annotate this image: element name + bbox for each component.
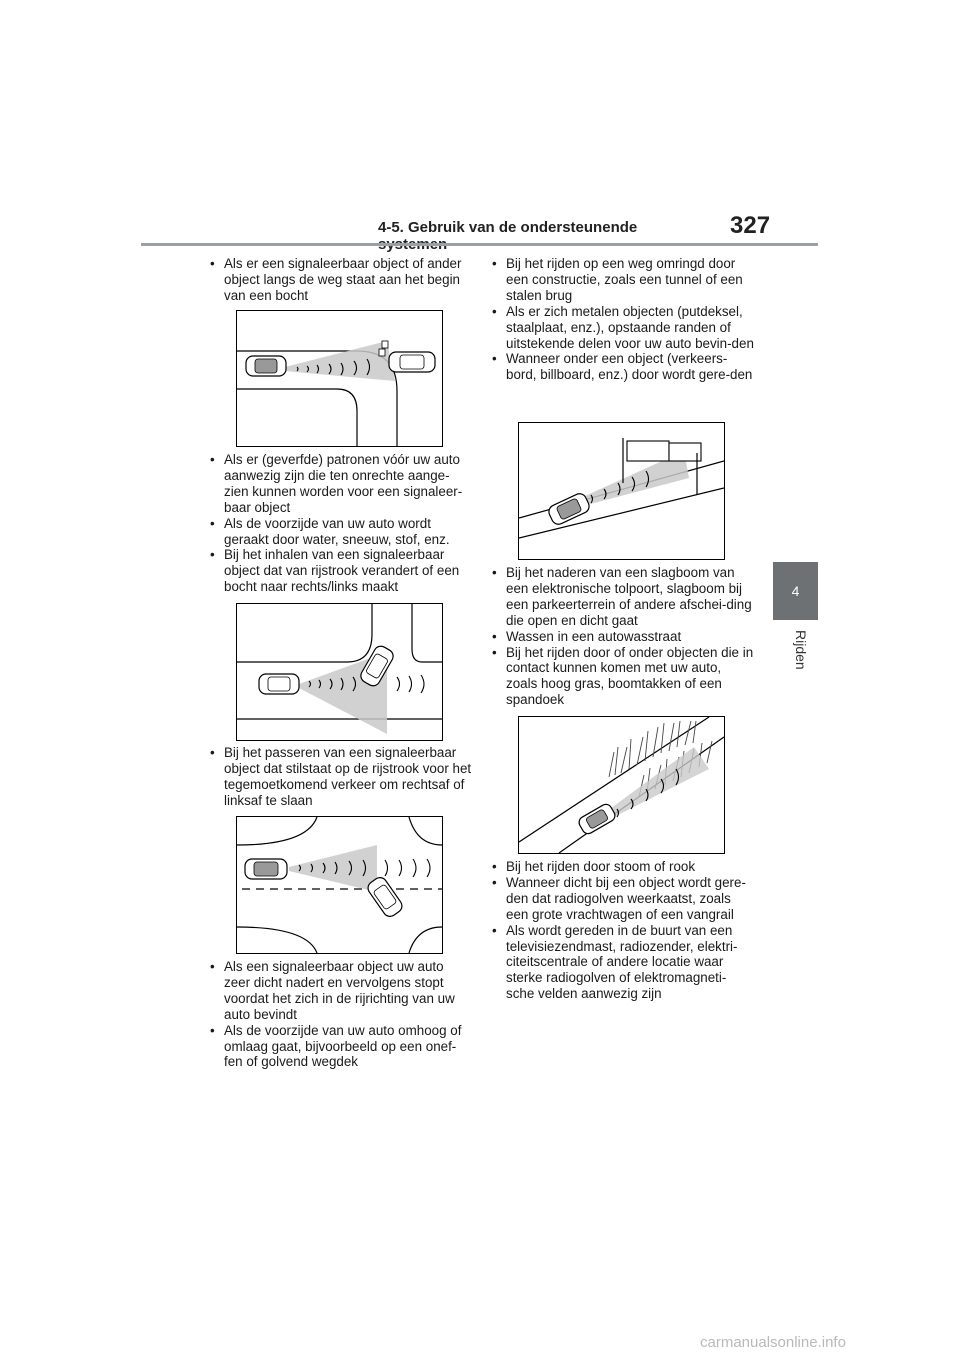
list-item: • Wanneer onder een object (verkeers-bord, billboard, enz.) door wordt gere-den bbox=[492, 351, 754, 383]
list-item: • Bij het inhalen van een signaleerbaar object dat van rijstrook verandert of een bocht naar rechts/links maakt bbox=[210, 547, 472, 595]
section-title: 4-5. Gebruik van de ondersteunende bbox=[378, 219, 638, 236]
illustration-tall-grass bbox=[518, 716, 725, 854]
right-list-1 bbox=[492, 256, 754, 383]
chapter-tab[interactable]: 4 bbox=[773, 562, 818, 620]
right-list-3 bbox=[492, 859, 754, 1002]
illustration-overtaking bbox=[236, 603, 443, 741]
list-item: • Bij het naderen van een slagboom van een elektronische tolpoort, slagboom bij een parkeerterrein of andere afschei-ding die open en dicht gaat bbox=[492, 565, 754, 629]
list-item: • Als er (geverfde) patronen vóór uw auto aanwezig zijn die ten onrechte aange-zien kunnen worden voor een signaleer-baar object bbox=[210, 452, 472, 516]
list-item: • Als de voorzijde van uw auto wordt geraakt door water, sneeuw, stof, enz. bbox=[210, 516, 472, 548]
left-list-3 bbox=[210, 745, 472, 809]
watermark: carmanualsonline.info bbox=[700, 1334, 846, 1351]
list-item: • Bij het rijden door of onder objecten die in contact kunnen komen met uw auto, zoals hoog gras, boomtakken of een spandoek bbox=[492, 645, 754, 709]
right-list-2 bbox=[492, 565, 754, 708]
list-item: • Als een signaleerbaar object uw auto zeer dicht nadert en vervolgens stopt voordat het zich in de rijrichting van uw auto bevindt bbox=[210, 959, 472, 1023]
overtaking-drawing bbox=[237, 604, 442, 740]
list-item: • Als er een signaleerbaar object of ander object langs de weg staat aan het begin van een bocht bbox=[210, 256, 472, 304]
list-item: • Bij het rijden door stoom of rook bbox=[492, 859, 754, 875]
illustration-oncoming-turn bbox=[236, 816, 443, 954]
list-item: • Als de voorzijde van uw auto omhoog of omlaag gaat, bijvoorbeeld op een onef-fen of golvend wegdek bbox=[210, 1023, 472, 1071]
illustration-overhead-sign bbox=[518, 422, 725, 560]
curve-object-drawing bbox=[237, 311, 442, 446]
list-item: • Als wordt gereden in de buurt van een televisiezendmast, radiozender, elektri-citeitscentrale of andere locatie waar sterke radiogolven of elektromagneti-sche velden aanwezig zijn bbox=[492, 923, 754, 1003]
header-rule bbox=[141, 243, 818, 246]
list-item: • Bij het rijden op een weg omringd door een constructie, zoals een tunnel of een stalen brug bbox=[492, 256, 754, 304]
chapter-label: Rijden bbox=[793, 630, 809, 670]
oncoming-turn-drawing bbox=[237, 817, 442, 953]
list-item: • Wassen in een autowasstraat bbox=[492, 629, 754, 645]
left-list-4 bbox=[210, 959, 472, 1070]
overhead-sign-drawing bbox=[519, 423, 724, 559]
left-list-1 bbox=[210, 256, 472, 304]
left-list-2 bbox=[210, 452, 472, 595]
list-item: • Bij het passeren van een signaleerbaar object dat stilstaat op de rijstrook voor het tegemoetkomend verkeer om rechtsaf of linksaf te slaan bbox=[210, 745, 472, 809]
list-item: • Wanneer dicht bij een object wordt gere-den dat radiogolven weerkaatst, zoals een grote vrachtwagen of een vangrail bbox=[492, 875, 754, 923]
illustration-curve-object bbox=[236, 310, 443, 447]
tall-grass-drawing bbox=[519, 717, 724, 853]
page-number: 327 bbox=[730, 212, 771, 239]
list-item: • Als er zich metalen objecten (putdeksel, staalplaat, enz.), opstaande randen of uitstekende delen voor uw auto bevin-den bbox=[492, 304, 754, 352]
